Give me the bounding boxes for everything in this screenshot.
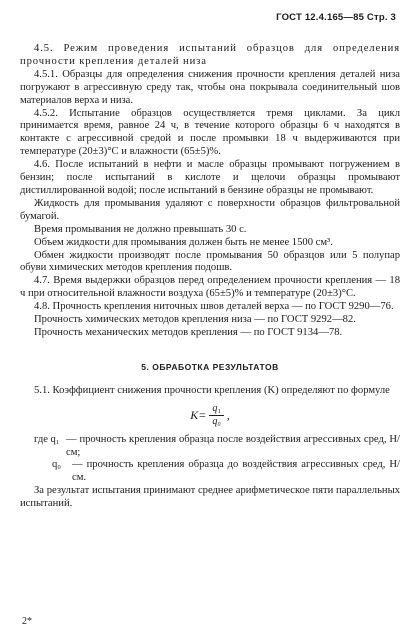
- definition-q1: [20, 434, 400, 460]
- section-5-title: 5. ОБРАБОТКА РЕЗУЛЬТАТОВ: [141, 361, 279, 372]
- paragraph-chemical-strength: Прочность химических методов крепления низа — по ГОСТ 9292—82.: [34, 314, 356, 326]
- paragraph-liquid-exchange: Обмен жидкости производят после промывания 50 образцов или 5 полупар обуви химических методов крепления подошв.: [20, 249, 400, 274]
- paragraph-mechanical-strength: Прочность механических методов крепления — по ГОСТ 9134—78.: [34, 326, 343, 338]
- running-header: ГОСТ 12.4.165—85 Стр. 3: [276, 12, 396, 23]
- clause-4-8: 4.8. Прочность крепления ниточных швов деталей верха — по ГОСТ 9290—76.: [34, 301, 394, 313]
- paragraph-liquid-removal: Жидкость для промывания удаляют с поверхности образцов фильтровальной бумагой.: [20, 197, 400, 222]
- definition-q1-text: — прочность крепления образца после воздействия агрессивных сред, Н/см;: [66, 433, 400, 458]
- coefficient-formula: [20, 403, 400, 428]
- clause-4-6: 4.6. После испытаний в нефти и масле образцы промывают погружением в бензин; после испытаний в кислоте и щелочи образцы промывают дистиллированной водой; после испытаний в бензине образцы не промывают.: [20, 159, 400, 196]
- formula-numerator: q₁: [209, 403, 223, 416]
- clause-5-1: 5.1. Коэффициент снижения прочности крепления (K) определяют по формуле: [34, 384, 390, 396]
- definition-q0-text: — прочность крепления образца до воздействия агрессивных сред, Н/см.: [72, 459, 400, 484]
- formula-lhs: K=: [190, 407, 207, 422]
- formula-denominator: q₀: [212, 415, 221, 427]
- formula-fraction: [209, 403, 223, 428]
- formula-tail: ,: [226, 407, 230, 422]
- definition-q0-symbol: q₀: [52, 459, 61, 471]
- signature-mark: 2*: [22, 616, 32, 627]
- clause-4-7: 4.7. Время выдержки образцов перед определением прочности крепления — 18 ч при относительной влажности воздуха (65±5)% и температуре (20±3)°С.: [20, 275, 400, 300]
- clause-4-5-2: 4.5.2. Испытание образцов осуществляется тремя циклами. За цикл принимается время, равное 24 ч, в течение которого образцы 6 ч находятся в контакте с агрессивной средой и после промывки 18 ч выдерживаются при температуре (20±3)°С и влажности (65±5)%.: [20, 107, 400, 158]
- document-body: [20, 43, 400, 511]
- paragraph-liquid-volume: Объем жидкости для промывания должен быть не менее 1500 см³.: [34, 236, 333, 248]
- definition-q1-symbol: где q₁: [34, 433, 60, 445]
- clause-4-5-1: 4.5.1. Образцы для определения снижения прочности крепления деталей низа погружают в агрессивную среду так, чтобы она покрывала соединительный шов материалов верха и низа.: [20, 68, 400, 106]
- paragraph-rinse-time: Время промывания не должно превышать 30 с.: [34, 223, 247, 235]
- definition-q0: [20, 459, 400, 485]
- paragraph-result: За результат испытания принимают среднее арифметическое пяти параллельных испытаний.: [20, 485, 400, 510]
- clause-4-5-heading: 4.5. Режим проведения испытаний образцов для определения прочности крепления деталей низа: [20, 43, 400, 67]
